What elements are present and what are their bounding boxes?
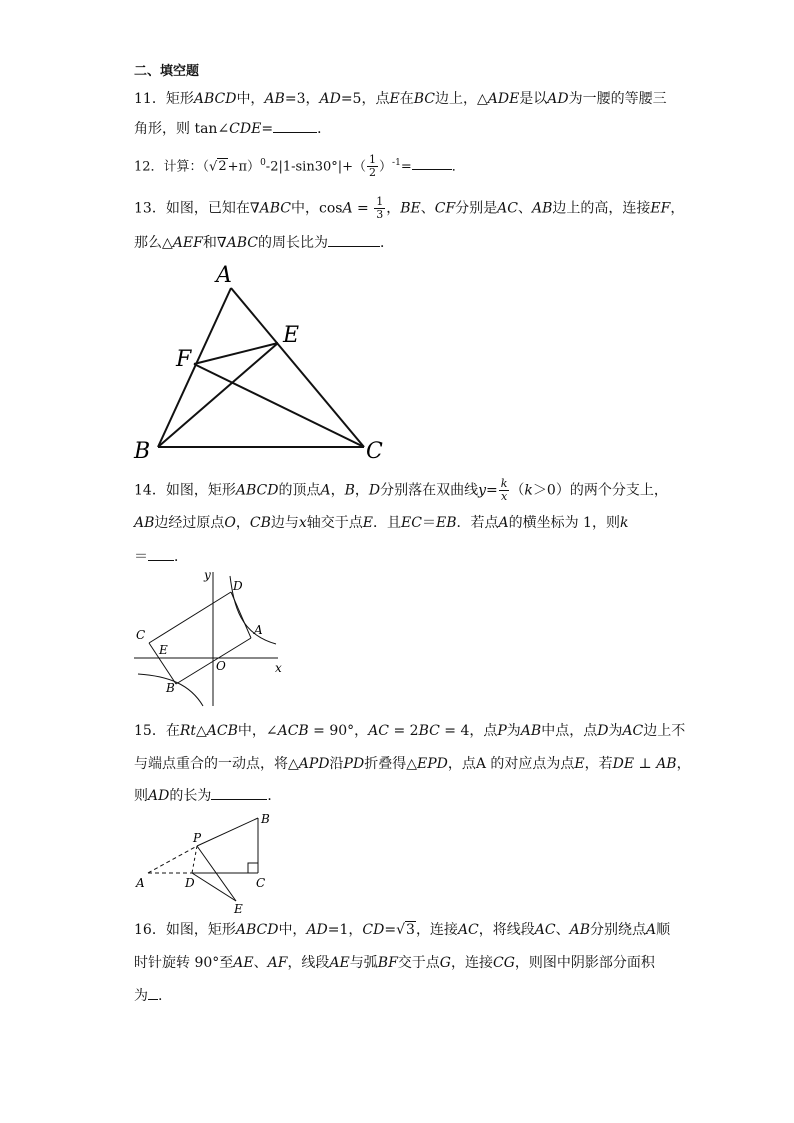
segment-FC — [194, 364, 364, 447]
label-E: E — [234, 902, 243, 914]
q15-line2: 与端点重合的一动点，将△APD沿PD折叠得△EPD，点A 的对应点为点E，若DE ⊥ AB， — [134, 756, 691, 772]
label-A: A — [136, 876, 145, 890]
fraction-k-over-x: $\frac{k}{x}$ — [500, 477, 508, 503]
label-E: E — [159, 643, 168, 657]
segment-AP-dashed — [148, 846, 197, 873]
q14-line1: 14．如图，矩形ABCD的顶点A，B，D分别落在双曲线y= $\frac{k}{x}$ （k＞0）的两个分支上， — [134, 477, 668, 503]
q15-line3: 则AD的长为 ． — [134, 785, 281, 806]
label-C: C — [366, 439, 383, 462]
q15-fold-figure — [128, 806, 288, 914]
q13-line1: 13．如图，已知在∇ABC中，cosA = $\frac{1}{3}$ ，BE、CF分别是AC、AB边上的高，连接EF， — [134, 195, 685, 221]
label-D: D — [185, 876, 195, 890]
answer-blank[interactable] — [148, 546, 174, 561]
q14-line3: ＝ ． — [134, 546, 188, 567]
label-D: D — [233, 579, 243, 593]
q15-line1: 15．在Rt△ACB中，∠ACB = 90°，AC = 2BC = 4，点P为AB中点，点D为AC边上不 — [134, 723, 686, 739]
q14-line2: AB边经过原点O，CB边与x轴交于点E．且EC＝EB．若点A的横坐标为 1，则k — [134, 515, 629, 531]
answer-blank[interactable] — [148, 985, 158, 1000]
answer-blank[interactable] — [273, 118, 317, 133]
right-angle-mark — [248, 863, 258, 873]
label-P: P — [193, 831, 202, 845]
label-F: F — [176, 347, 192, 372]
q11-line2: 角形，则 tan∠CDE= ． — [134, 118, 331, 139]
q16-line1: 16．如图，矩形ABCD中，AD=1，CD=√3，连接AC，将线段AC、AB分别绕点A顺 — [134, 922, 671, 938]
fraction-one-third: $\frac{1}{3}$ — [376, 195, 384, 221]
segment-PB — [197, 818, 258, 846]
q16-line3: 为 . — [134, 985, 162, 1006]
label-B: B — [166, 681, 175, 695]
q13-line2: 那么△AEF和∇ABC的周长比为 ． — [134, 232, 394, 253]
segment-PD-dashed — [192, 846, 197, 873]
label-A: A — [254, 623, 263, 637]
label-E: E — [283, 323, 300, 348]
segment-DE — [192, 873, 236, 901]
q14-hyperbola-figure — [128, 566, 288, 712]
segment-DA — [231, 592, 251, 638]
segment-CD — [149, 592, 231, 643]
fraction-one-half: $\frac{1}{2}$ — [369, 153, 377, 180]
q12-line: 12．计算：$(√2+\pi)^0-2|1-\sin 30^\circ|+$（ $\frac{1}{2}$ ）$^{-1}$= ． — [134, 153, 465, 180]
answer-blank[interactable] — [412, 155, 452, 170]
label-y: y — [204, 568, 211, 582]
label-B: B — [261, 812, 270, 826]
segment-AB — [158, 288, 231, 447]
label-A: A — [216, 263, 232, 288]
label-C: C — [256, 876, 266, 890]
answer-blank[interactable] — [328, 232, 380, 247]
section-title: 二、填空题 — [134, 64, 200, 79]
label-x: x — [275, 661, 282, 675]
q13-triangle-figure — [128, 262, 390, 462]
label-B: B — [134, 439, 151, 462]
label-C: C — [136, 628, 146, 642]
answer-blank[interactable] — [211, 785, 267, 800]
label-O: O — [216, 659, 226, 673]
q16-line2: 时针旋转 90°至AE、AF，线段AE与弧BF交于点G，连接CG，则图中阴影部分面积 — [134, 955, 655, 971]
q11-line1: 11．矩形ABCD中，AB=3，AD=5，点E在BC边上，△ADE是以AD为一腰的等腰三 — [134, 91, 667, 107]
